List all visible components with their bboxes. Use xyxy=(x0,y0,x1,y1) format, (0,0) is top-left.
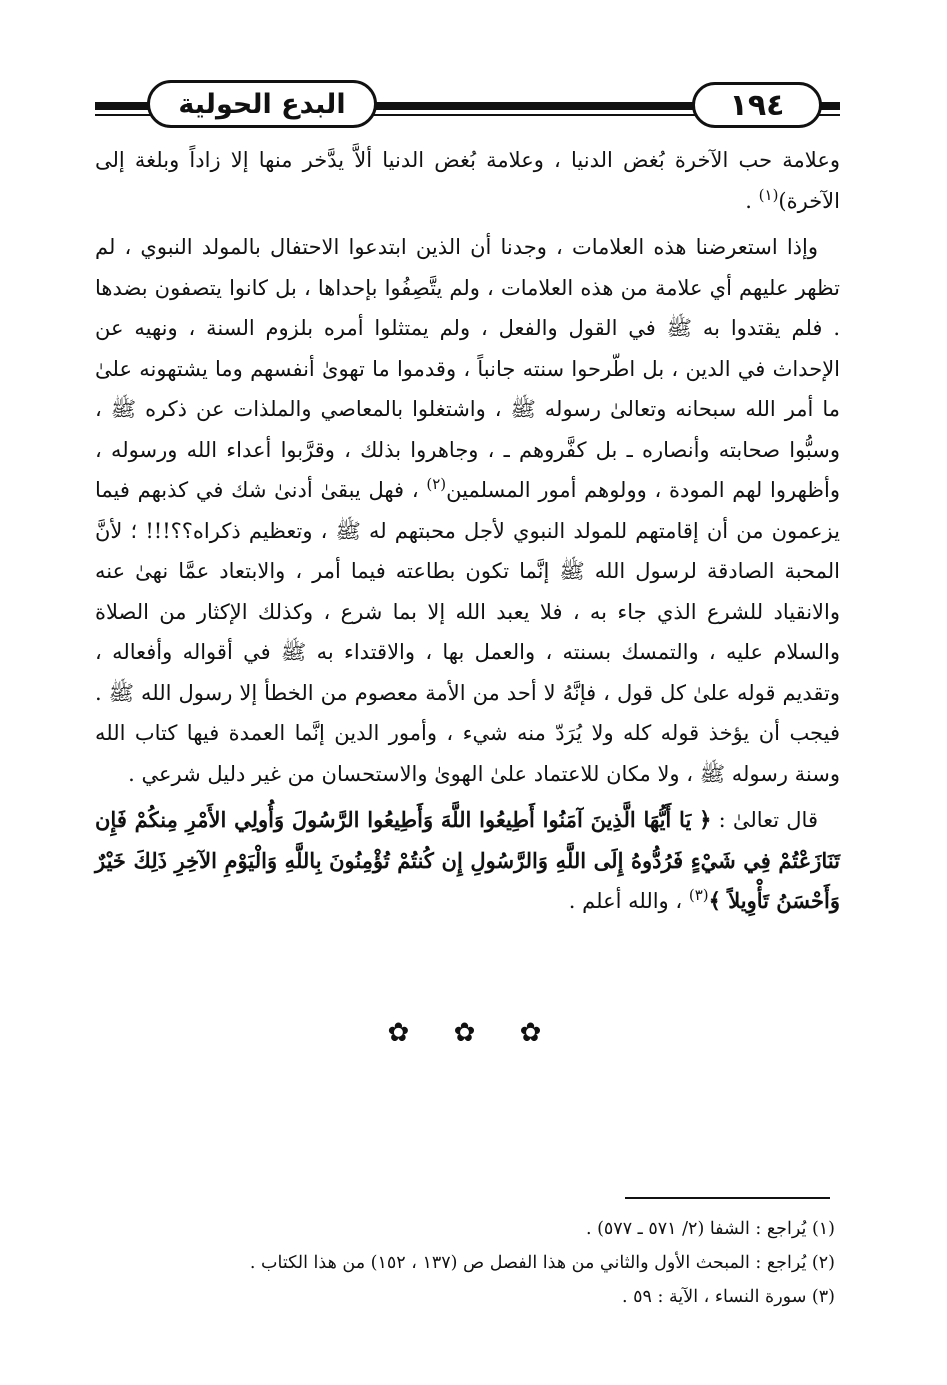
footnote-divider xyxy=(625,1197,830,1199)
paragraph-1 xyxy=(95,140,840,221)
paragraph-1-end: . xyxy=(745,188,759,213)
footnote-1: (١) يُراجع : الشفا (٢/ ٥٧١ ـ ٥٧٧) . xyxy=(585,1219,835,1239)
paragraph-3-end: ، والله أعلم . xyxy=(568,889,689,913)
footnote-3: (٣) سورة النساء ، الآية : ٥٩ . xyxy=(621,1287,835,1307)
page-number-badge xyxy=(692,82,822,128)
footnote-ref-2: (٢) xyxy=(426,475,447,493)
page-number: ١٩٤ xyxy=(729,87,785,123)
paragraph-1-text: وعلامة حب الآخرة بُغض الدنيا ، وعلامة بُغض الدنيا ألاَّ يدَّخر منها إلا زاداً وبلغة إلى الآخرة) xyxy=(95,148,840,213)
footnote-2: (٢) يُراجع : المبحث الأول والثاني من هذا الفصل ص (١٣٧ ، ١٥٢) من هذا الكتاب . xyxy=(249,1253,835,1273)
page-header xyxy=(95,80,840,130)
paragraph-2 xyxy=(95,227,840,794)
running-title: البدع الحولية xyxy=(178,88,346,120)
paragraph-2-text-a: وإذا استعرضنا هذه العلامات ، وجدنا أن الذين ابتدعوا الاحتفال بالمولد النبوي ، لم تظهر عليهم أي علامة من هذه العلامات ، ولم يتَّصِفُوا بإحداها ، بل كانوا يتصفون بضدها . فلم يقتدوا به ﷺ في القول والفعل ، ولم يمتثلوا أمره بلزوم السنة ، ونهيه عن الإحداث في الدين ، بل اطّرحوا سنته جانباً ، وقدموا ما تهوىٰ أنفسهم وما يشتهونه علىٰ ما أمر الله سبحانه وتعالىٰ رسوله ﷺ ، واشتغلوا بالمعاصي والملذات عن ذكره ﷺ ، وسبُّوا صحابته وأنصاره ـ بل كفَّروهم ـ ، وجاهروا بذلك ، وقرَّبوا أعداء الله ورسوله ، وأظهروا لهم المودة ، وولوهم أمور المسلمين xyxy=(95,235,840,502)
running-title-badge xyxy=(147,80,377,128)
paragraph-3-intro: قال تعالىٰ : xyxy=(711,808,818,832)
section-separator: ✿ ✿ ✿ xyxy=(387,1018,560,1048)
footnote-ref-1: (١) xyxy=(758,185,779,204)
footnote-ref-3: (٣) xyxy=(688,886,709,904)
paragraph-2-text-b: ، فهل يبقىٰ أدنىٰ شك في كذبهم فيما يزعمون من أن إقامتهم للمولد النبوي لأجل محبتهم له ﷺ ، وتعظيم ذكراه؟؟!!! ؛ لأنَّ المحبة الصادقة لرسول الله ﷺ إنَّما تكون بطاعته فيما أمر ، والابتعاد عمَّا نهىٰ عنه والانقياد للشرع الذي جاء به ، فلا يعبد الله إلا بما شرع ، وكذلك الإكثار من الصلاة والسلام عليه ، والتمسك بسنته ، والعمل بها ، والاقتداء به ﷺ في أقواله وأفعاله ، وتقديم قوله علىٰ كل قول ، فإنَّهُ لا أحد من الأمة معصوم من الخطأ إلا رسول الله ﷺ . فيجب أن يؤخذ قوله كله ولا يُرَدّ منه شيء ، وأمور الدين إنَّما العمدة فيها كتاب الله وسنة رسوله ﷺ ، ولا مكان للاعتماد علىٰ الهوىٰ والاستحسان من غير دليل شرعي . xyxy=(95,478,840,786)
paragraph-3 xyxy=(95,800,840,922)
quran-verse: ﴿ يَا أَيُّهَا الَّذِينَ آمَنُوا أَطِيعُوا اللَّهَ وَأَطِيعُوا الرَّسُولَ وَأُولِي الأَمْرِ مِنكُمْ فَإِن تَنَازَعْتُمْ فِي شَيْءٍ فَرُدُّوهُ إِلَى اللَّهِ وَالرَّسُولِ إِن كُنتُمْ تُؤْمِنُونَ بِاللَّهِ وَالْيَوْمِ الآخِرِ ذَلِكَ خَيْرٌ وَأَحْسَنُ تَأْوِيلاً ﴾ xyxy=(95,807,840,913)
main-text xyxy=(95,140,840,922)
footnotes xyxy=(95,1212,835,1314)
